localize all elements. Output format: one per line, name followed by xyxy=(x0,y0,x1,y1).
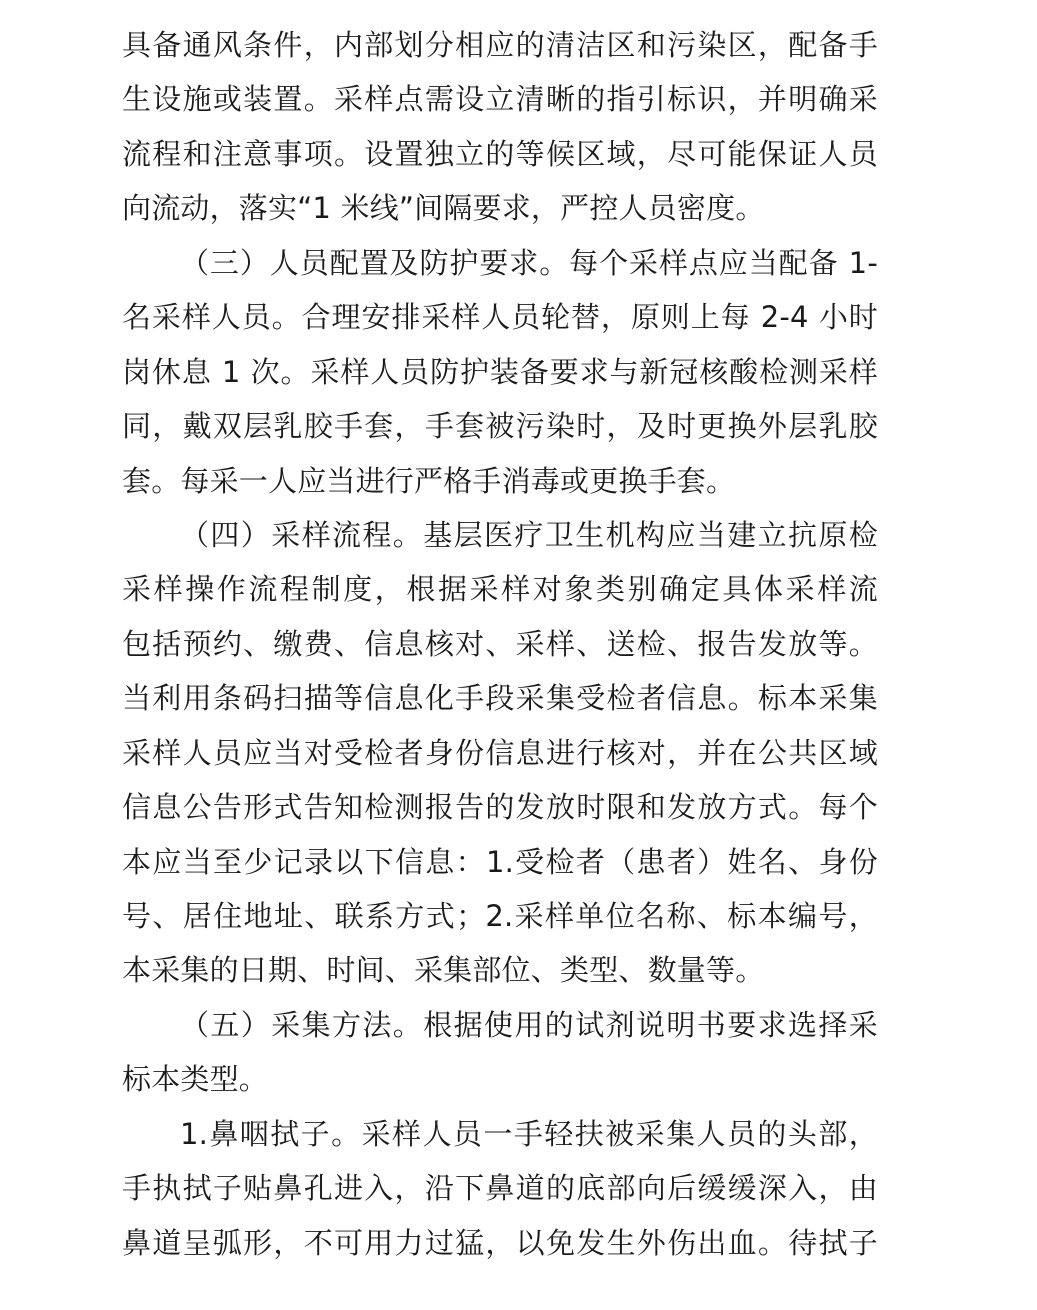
text-line: 采样人员应当对受检者身份信息进行核对，并在公共区域 xyxy=(122,735,878,770)
text-line: （四）采样流程。基层医疗卫生机构应当建立抗原检 xyxy=(180,517,878,552)
text-line: 手执拭子贴鼻孔进入，沿下鼻道的底部向后缓缓深入，由 xyxy=(122,1171,878,1206)
text-line: 鼻道呈弧形，不可用力过猛，以免发生外伤出血。待拭子 xyxy=(122,1225,878,1260)
text-line: 号、居住地址、联系方式；2.采样单位名称、标本编号， xyxy=(122,899,878,933)
text-line: 名采样人员。合理安排采样人员轮替，原则上每 2-4 小时 xyxy=(122,300,878,335)
text-line: 本应当至少记录以下信息：1.受检者（患者）姓名、身份 xyxy=(122,844,878,879)
text-line: 向流动，落实“1 米线”间隔要求，严控人员密度。 xyxy=(122,191,765,226)
text-line: 1.鼻咽拭子。采样人员一手轻扶被采集人员的头部， xyxy=(180,1116,878,1151)
text-line: （三）人员配置及防护要求。每个采样点应当配备 1- xyxy=(180,245,878,280)
text-line: 标本类型。 xyxy=(122,1062,269,1097)
text-line: 具备通风条件，内部划分相应的清洁区和污染区，配备手 xyxy=(122,28,878,62)
text-line: 岗休息 1 次。采样人员防护装备要求与新冠核酸检测采样 xyxy=(122,354,878,389)
text-line: 同，戴双层乳胶手套，手套被污染时，及时更换外层乳胶 xyxy=(122,409,878,444)
document-body xyxy=(122,18,878,1270)
text-line: （五）采集方法。根据使用的试剂说明书要求选择采 xyxy=(180,1007,878,1042)
text-line: 采样操作流程制度，根据采样对象类别确定具体采样流 xyxy=(122,572,878,607)
text-line: 生设施或装置。采样点需设立清晰的指引标识，并明确采 xyxy=(122,82,878,117)
text-line: 当利用条码扫描等信息化手段采集受检者信息。标本采集 xyxy=(122,681,878,716)
text-line: 流程和注意事项。设置独立的等候区域，尽可能保证人员 xyxy=(122,136,878,171)
text-line: 套。每采一人应当进行严格手消毒或更换手套。 xyxy=(122,463,736,498)
text-line: 本采集的日期、时间、采集部位、类型、数量等。 xyxy=(122,953,765,988)
text-line: 包括预约、缴费、信息核对、采样、送检、报告发放等。 xyxy=(122,626,878,661)
text-line: 信息公告形式告知检测报告的发放时限和发放方式。每个 xyxy=(122,790,878,825)
